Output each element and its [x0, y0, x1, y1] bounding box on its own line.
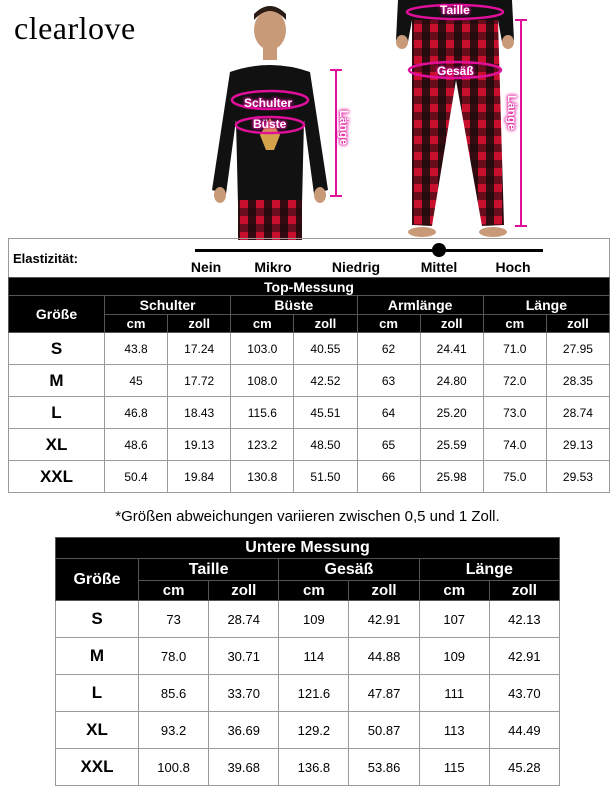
elasticity-option: Hoch — [495, 259, 531, 275]
top-value-cell: 74.0 — [483, 429, 546, 461]
bottom-value-cell: 129.2 — [279, 712, 349, 749]
top-value-cell: 17.24 — [168, 333, 231, 365]
taille-label: Taille — [440, 3, 470, 17]
bottom-unit-header: cm — [279, 581, 349, 601]
top-size-cell: XL — [9, 429, 105, 461]
top-value-cell: 18.43 — [168, 397, 231, 429]
bottom-value-cell: 115 — [419, 749, 489, 786]
bottom-table-row — [56, 675, 560, 712]
top-group-header: Schulter — [105, 296, 231, 315]
bottom-size-cell: XXL — [56, 749, 139, 786]
bottom-unit-header: zoll — [349, 581, 419, 601]
bottom-value-cell: 111 — [419, 675, 489, 712]
top-value-cell: 72.0 — [483, 365, 546, 397]
elasticity-label: Elastizität: — [13, 251, 79, 266]
top-unit-header: zoll — [546, 315, 609, 333]
bottom-value-cell: 113 — [419, 712, 489, 749]
top-value-cell: 108.0 — [231, 365, 294, 397]
elasticity-option: Niedrig — [331, 259, 381, 275]
top-size-header: Größe — [9, 296, 105, 333]
bottom-value-cell: 107 — [419, 601, 489, 638]
model-bottom-illustration — [390, 0, 520, 240]
elasticity-option: Nein — [190, 259, 222, 275]
bottom-group-header: Gesäß — [279, 559, 419, 581]
schulter-label: Schulter — [244, 96, 293, 110]
top-value-cell: 25.20 — [420, 397, 483, 429]
laenge-bottom-label: Länge — [505, 95, 519, 131]
top-value-cell: 24.80 — [420, 365, 483, 397]
size-note: *Größen abweichungen variieren zwischen 0,5 und 1 Zoll. — [115, 508, 500, 525]
top-value-cell: 103.0 — [231, 333, 294, 365]
bottom-value-cell: 42.91 — [349, 601, 419, 638]
bottom-value-cell: 114 — [279, 638, 349, 675]
bottom-size-cell: L — [56, 675, 139, 712]
bottom-value-cell: 93.2 — [139, 712, 209, 749]
bottom-size-cell: S — [56, 601, 139, 638]
bottom-table-row — [56, 749, 560, 786]
top-value-cell: 27.95 — [546, 333, 609, 365]
top-value-cell: 24.41 — [420, 333, 483, 365]
bottom-unit-header: zoll — [489, 581, 559, 601]
gesaess-label: Gesäß — [437, 64, 474, 78]
bottom-value-cell: 33.70 — [209, 675, 279, 712]
top-unit-header: zoll — [294, 315, 357, 333]
bottom-table-row — [56, 712, 560, 749]
bottom-unit-header: cm — [419, 581, 489, 601]
top-group-header: Büste — [231, 296, 357, 315]
elasticity-option: Mittel — [420, 259, 458, 275]
top-value-cell: 48.6 — [105, 429, 168, 461]
top-value-cell: 42.52 — [294, 365, 357, 397]
bottom-value-cell: 136.8 — [279, 749, 349, 786]
top-table-row — [9, 429, 610, 461]
elasticity-indicator — [432, 243, 446, 257]
brand-logo: clearlove — [14, 10, 136, 46]
top-value-cell: 28.74 — [546, 397, 609, 429]
top-value-cell: 25.98 — [420, 461, 483, 493]
top-value-cell: 19.13 — [168, 429, 231, 461]
top-value-cell: 40.55 — [294, 333, 357, 365]
top-value-cell: 115.6 — [231, 397, 294, 429]
bottom-value-cell: 73 — [139, 601, 209, 638]
top-value-cell: 66 — [357, 461, 420, 493]
top-value-cell: 123.2 — [231, 429, 294, 461]
top-table-row — [9, 397, 610, 429]
bottom-value-cell: 50.87 — [349, 712, 419, 749]
bottom-size-header: Größe — [56, 559, 139, 601]
bottom-table-row — [56, 638, 560, 675]
top-unit-header: zoll — [168, 315, 231, 333]
bottom-value-cell: 28.74 — [209, 601, 279, 638]
elasticity-scale — [8, 238, 610, 278]
bottom-value-cell: 47.87 — [349, 675, 419, 712]
elasticity-option: Mikro — [254, 259, 292, 275]
top-unit-header: cm — [231, 315, 294, 333]
top-value-cell: 50.4 — [105, 461, 168, 493]
top-value-cell: 63 — [357, 365, 420, 397]
bottom-size-cell: XL — [56, 712, 139, 749]
top-value-cell: 65 — [357, 429, 420, 461]
top-value-cell: 25.59 — [420, 429, 483, 461]
top-value-cell: 71.0 — [483, 333, 546, 365]
bottom-value-cell: 30.71 — [209, 638, 279, 675]
bottom-unit-header: cm — [139, 581, 209, 601]
top-value-cell: 28.35 — [546, 365, 609, 397]
bottom-group-header: Länge — [419, 559, 559, 581]
top-value-cell: 48.50 — [294, 429, 357, 461]
top-value-cell: 75.0 — [483, 461, 546, 493]
top-value-cell: 17.72 — [168, 365, 231, 397]
laenge-top-label: Länge — [337, 110, 351, 146]
bottom-value-cell: 53.86 — [349, 749, 419, 786]
bottom-value-cell: 36.69 — [209, 712, 279, 749]
top-value-cell: 43.8 — [105, 333, 168, 365]
top-value-cell: 64 — [357, 397, 420, 429]
top-table-row — [9, 461, 610, 493]
top-value-cell: 130.8 — [231, 461, 294, 493]
bottom-table-title: Untere Messung — [56, 538, 560, 559]
top-measurement-table — [8, 277, 610, 493]
bottom-value-cell: 44.49 — [489, 712, 559, 749]
top-unit-header: cm — [105, 315, 168, 333]
buste-label: Büste — [253, 117, 287, 131]
top-group-header: Armlänge — [357, 296, 483, 315]
top-value-cell: 73.0 — [483, 397, 546, 429]
bottom-value-cell: 100.8 — [139, 749, 209, 786]
top-size-cell: M — [9, 365, 105, 397]
bottom-value-cell: 109 — [419, 638, 489, 675]
bottom-value-cell: 43.70 — [489, 675, 559, 712]
top-value-cell: 29.53 — [546, 461, 609, 493]
elasticity-line — [195, 249, 543, 252]
top-value-cell: 19.84 — [168, 461, 231, 493]
top-value-cell: 51.50 — [294, 461, 357, 493]
top-size-cell: L — [9, 397, 105, 429]
top-value-cell: 46.8 — [105, 397, 168, 429]
bottom-table-row — [56, 601, 560, 638]
bottom-measurement-table — [55, 537, 560, 786]
top-value-cell: 45.51 — [294, 397, 357, 429]
bottom-value-cell: 121.6 — [279, 675, 349, 712]
top-table-row — [9, 333, 610, 365]
bottom-value-cell: 45.28 — [489, 749, 559, 786]
bottom-unit-header: zoll — [209, 581, 279, 601]
top-value-cell: 29.13 — [546, 429, 609, 461]
bottom-value-cell: 39.68 — [209, 749, 279, 786]
top-value-cell: 62 — [357, 333, 420, 365]
top-group-header: Länge — [483, 296, 609, 315]
bottom-value-cell: 42.13 — [489, 601, 559, 638]
top-unit-header: cm — [483, 315, 546, 333]
top-table-title: Top-Messung — [9, 278, 610, 296]
bottom-value-cell: 44.88 — [349, 638, 419, 675]
bottom-value-cell: 85.6 — [139, 675, 209, 712]
top-table-row — [9, 365, 610, 397]
bottom-group-header: Taille — [139, 559, 279, 581]
top-unit-header: zoll — [420, 315, 483, 333]
top-unit-header: cm — [357, 315, 420, 333]
top-size-cell: S — [9, 333, 105, 365]
top-value-cell: 45 — [105, 365, 168, 397]
top-size-cell: XXL — [9, 461, 105, 493]
bottom-value-cell: 42.91 — [489, 638, 559, 675]
bottom-size-cell: M — [56, 638, 139, 675]
bottom-value-cell: 78.0 — [139, 638, 209, 675]
bottom-value-cell: 109 — [279, 601, 349, 638]
